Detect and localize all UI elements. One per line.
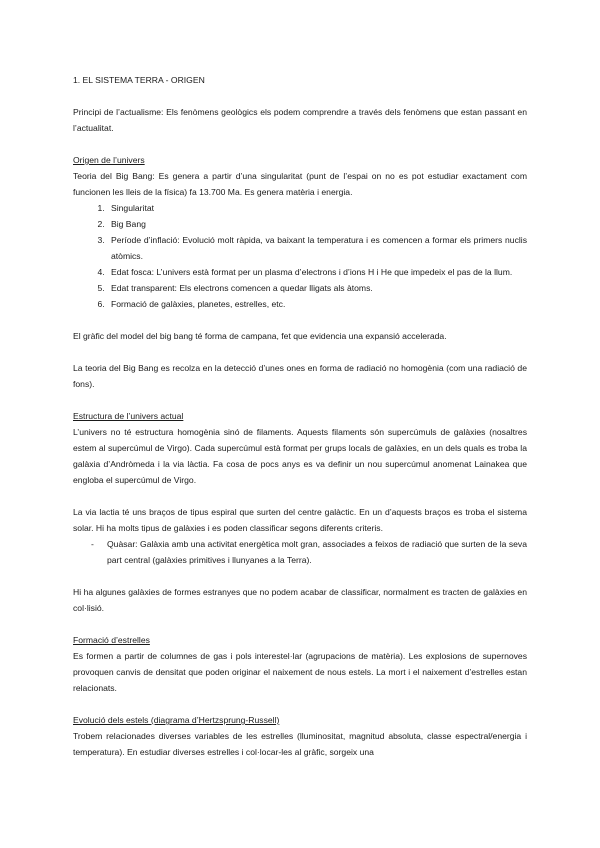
list-item: 3. Període d’inflació: Evolució molt ràpida, va baixant la temperatura i es comencen a formar els primers nuclis atòmics. bbox=[107, 232, 527, 264]
estructura-heading: Estructura de l’univers actual bbox=[73, 411, 184, 421]
formacio-paragraph: Es formen a partir de columnes de gas i pols interestel·lar (agrupacions de matèria). Les explosions de supernoves provoquen canvis de densitat que poden originar el naixement de nous estels. La mort i el naixement d’estrelles estan relacionats. bbox=[73, 651, 527, 693]
origen-section bbox=[73, 152, 527, 312]
grafic-paragraph: El gràfic del model del big bang té forma de campana, fet que evidencia una expansió accelerada. bbox=[73, 331, 447, 341]
big-bang-stages-list bbox=[73, 200, 527, 312]
formacio-section bbox=[73, 632, 527, 696]
list-item: 6. Formació de galàxies, planetes, estrelles, etc. bbox=[107, 296, 527, 312]
estructura-section bbox=[73, 408, 527, 488]
document-body bbox=[73, 72, 527, 776]
list-item: 1. Singularitat bbox=[107, 200, 527, 216]
document-title: 1. EL SISTEMA TERRA - ORIGEN bbox=[73, 75, 205, 85]
via-lactia-paragraph: La via lactia té uns braços de tipus espiral que surten del centre galàctic. En un d’aquests braços es troba el sistema solar. Hi ha molts tipus de galàxies i es poden classificar segons diferents criteris. bbox=[73, 507, 527, 533]
list-item: 5. Edat transparent: Els electrons comencen a quedar lligats als àtoms. bbox=[107, 280, 527, 296]
evolucio-heading: Evolució dels estels (diagrama d’Hertzsprung-Russell) bbox=[73, 715, 280, 725]
big-bang-paragraph: Teoria del Big Bang: Es genera a partir d’una singularitat (punt de l’espai on no es pot estudiar exactament com funcionen les lleis de la física) fa 13.700 Ma. Es genera matèria i energia. bbox=[73, 171, 527, 197]
formacio-heading: Formació d’estrelles bbox=[73, 635, 150, 645]
evolucio-paragraph: Trobem relacionades diverses variables de les estrelles (lluminositat, magnitud absoluta, classe espectral/energia i temperatura). En estudiar diverses estrelles i col·locar-les al gràfic, sorgeix una bbox=[73, 731, 527, 757]
galaxy-types-list bbox=[73, 536, 527, 568]
radiacio-paragraph: La teoria del Big Bang es recolza en la detecció d’unes ones en forma de radiació no homogènia (com una radiació de fons). bbox=[73, 363, 527, 389]
actualisme-paragraph: Principi de l’actualisme: Els fenòmens geològics els podem comprendre a través dels fenòmens que estan passant en l’actualitat. bbox=[73, 107, 527, 133]
evolucio-section bbox=[73, 712, 527, 760]
formes-paragraph: Hi ha algunes galàxies de formes estranyes que no podem acabar de classificar, normalment es tracten de galàxies en col·lisió. bbox=[73, 587, 527, 613]
list-item: 4. Edat fosca: L’univers està format per un plasma d’electrons i d’ions H i He que impedeix el pas de la llum. bbox=[107, 264, 527, 280]
list-item: 2. Big Bang bbox=[107, 216, 527, 232]
list-item: - Quàsar: Galàxia amb una activitat energètica molt gran, associades a feixos de radiació que surten de la seva part central (galàxies primitives i llunyanes a la Terra). bbox=[91, 536, 527, 568]
origen-heading: Origen de l’univers bbox=[73, 155, 145, 165]
via-lactia-section bbox=[73, 504, 527, 568]
estructura-paragraph: L’univers no té estructura homogènia sinó de filaments. Aquests filaments són supercúmuls de galàxies (nosaltres estem al supercúmul de Virgo). Cada supercúmul està format per grups locals de galàxies, en un dels quals es troba la galàxia d’Andròmeda i la via làctia. Fa cosa de pocs anys es va definir un nou supercúmul anomenat Lainakea que engloba el supercúmul de Virgo. bbox=[73, 427, 527, 485]
